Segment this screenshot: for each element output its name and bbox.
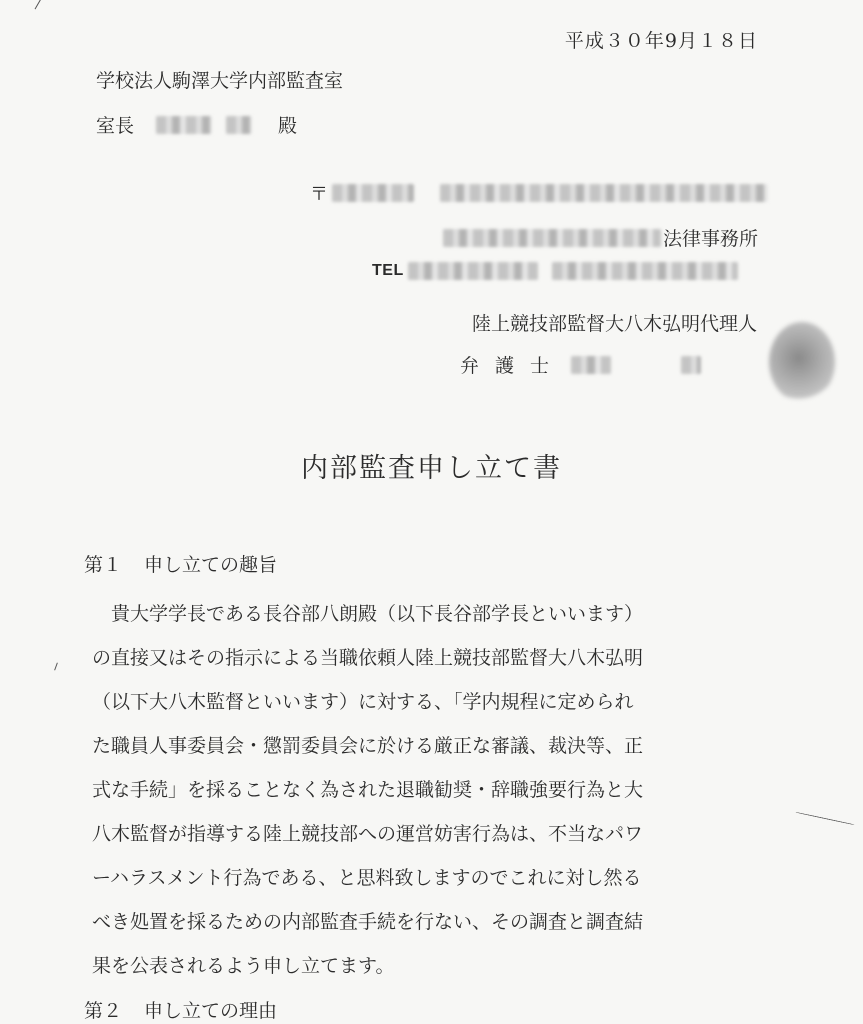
body-line: 式な手続」を採ることなく為された退職勧奨・辞職強要行為と大 [92,779,644,801]
redacted-address [440,184,768,202]
sender-firm-line [443,224,758,251]
redacted-seal-stamp [769,322,835,402]
redacted-phone [408,262,538,280]
body-line: べき処置を採るための内部監査手続を行ない、その調査と調査結 [92,911,644,933]
sender-address-line [310,180,768,206]
redacted-phone [552,262,738,280]
firm-suffix: 法律事務所 [662,228,758,250]
section-number: 第１ [84,554,123,576]
section-heading [84,996,277,1023]
section-title: 申し立ての理由 [144,1000,278,1022]
agent-line: 陸上競技部監督大八木弘明代理人 [471,313,757,335]
body-line: 果を公表されるよう申し立てます。 [92,955,395,977]
redacted-name [156,116,212,134]
redacted-lawyer-name [571,356,611,374]
honorific: 殿 [278,115,298,137]
lawyer-title: 弁護士 [460,355,566,377]
body-line: （以下大八木監督といいます）に対する、「学内規程に定められ [92,691,634,713]
body-line: 八木監督が指導する陸上競技部への運営妨害行為は、不当なパワ [92,823,644,845]
section-title: 申し立ての趣旨 [144,554,278,576]
redacted-postal-code [332,184,414,202]
document-date: 平成３０年9月１８日 [564,30,758,52]
pen-mark [35,0,46,9]
redacted-name [226,116,252,134]
section-heading [84,550,277,577]
body-line: ーハラスメント行為である、と思料致しますのでこれに対し然る [92,867,642,889]
body-line: た職員人事委員会・懲罰委員会に於ける厳正な審議、裁決等、正 [92,735,644,757]
addressee-organization: 学校法人駒澤大学内部監査室 [96,70,344,92]
tel-label: TEL [372,262,404,279]
document-title: 内部監査申し立て書 [301,453,562,484]
section-body [92,592,643,988]
addressee-line [96,111,297,138]
redacted-firm-name [443,229,661,247]
lawyer-line [460,351,701,378]
postal-mark: 〒 [310,184,328,205]
section-number: 第２ [84,1000,123,1022]
body-line: 貴大学学長である長谷部八朗殿（以下長谷部学長といいます） [92,603,644,625]
pen-mark [796,812,855,825]
sender-tel-line [372,262,738,280]
redacted-lawyer-name [681,356,701,374]
pen-mark [54,663,58,671]
body-line: の直接又はその指示による当職依頼人陸上競技部監督大八木弘明 [92,647,644,669]
addressee-title: 室長 [96,115,135,137]
